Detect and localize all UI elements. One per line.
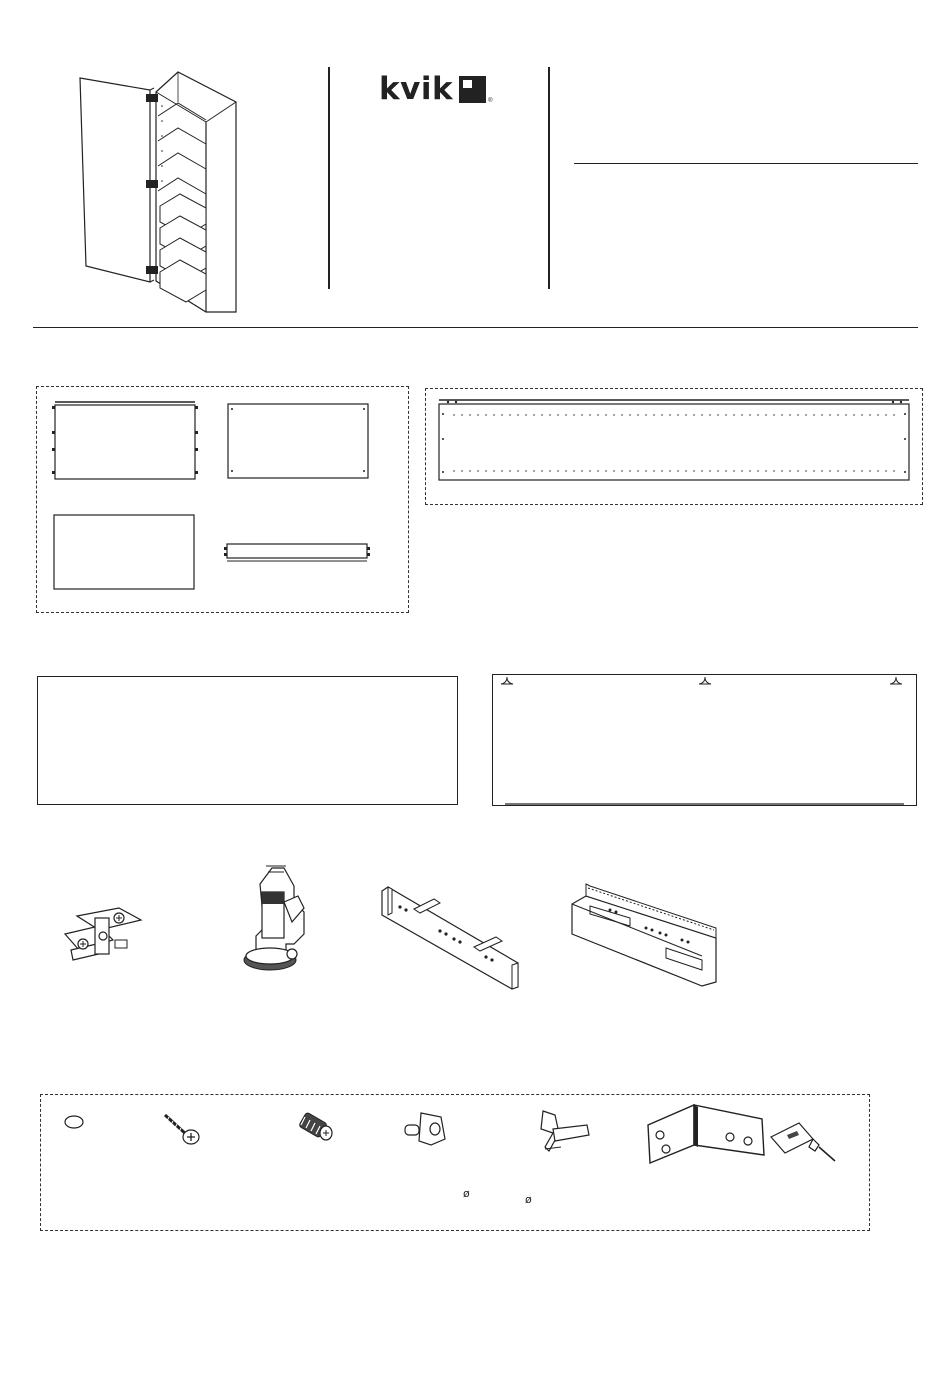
shelf-pin-hole — [653, 470, 654, 471]
fittings-bag — [40, 1094, 870, 1231]
plinth-rail-drawing — [223, 541, 373, 565]
section-divider — [33, 327, 918, 328]
shelf-pin-hole — [469, 414, 470, 415]
shelf-pin-hole — [693, 470, 694, 471]
shelf-pin-hole — [453, 414, 454, 415]
shelf-pin-hole — [597, 414, 598, 415]
shelf-pin-hole — [741, 414, 742, 415]
shelf-pin-hole — [629, 470, 630, 471]
shelf-pin-hole — [853, 470, 854, 471]
shelf-pin-hole — [573, 414, 574, 415]
euro-screw-icon — [297, 1111, 337, 1145]
shelf-pin-hole — [725, 414, 726, 415]
shelf-pin-hole — [461, 470, 462, 471]
shelf-clip-icon — [533, 1107, 593, 1157]
shelf-pin-hole — [757, 414, 758, 415]
shelf-pin-hole — [469, 470, 470, 471]
diameter-symbol-2: ø — [525, 1193, 532, 1206]
logo-square-icon — [459, 76, 486, 103]
top-panel-drawing — [227, 401, 372, 481]
shelf-pin-hole — [621, 470, 622, 471]
shelf-pin-hole — [461, 414, 462, 415]
tall-cabinet-illustration — [78, 66, 248, 316]
shelf-pin-hole — [509, 414, 510, 415]
shelf-pin-hole — [477, 470, 478, 471]
shelf-pin-hole — [821, 470, 822, 471]
glue-tube-icon — [769, 1119, 841, 1165]
bottom-panel-drawing — [53, 514, 198, 592]
shelf-pin-hole — [645, 414, 646, 415]
shelf-pin-hole — [797, 470, 798, 471]
shelf-pin-hole — [669, 470, 670, 471]
shelf-pin-hole — [589, 414, 590, 415]
shelf-pin-hole — [693, 414, 694, 415]
shelf-pin-hole — [797, 414, 798, 415]
shelf-pin-hole — [637, 414, 638, 415]
drawer-runner-icon — [378, 885, 526, 990]
shelf-pin-hole — [661, 470, 662, 471]
shelf-pin-hole — [501, 470, 502, 471]
shelf-pin-hole — [773, 414, 774, 415]
shelf-pin-hole — [845, 470, 846, 471]
shelf-pin-hole — [877, 414, 878, 415]
shelf-pin-hole — [829, 414, 830, 415]
shelf-pin-hole — [749, 470, 750, 471]
shelf-pin-hole — [853, 414, 854, 415]
shelf-pin-hole — [653, 414, 654, 415]
shelf-pin-hole — [549, 470, 550, 471]
shelf-pin-hole — [485, 414, 486, 415]
shelf-pin-hole — [781, 414, 782, 415]
shelf-pin-hole — [837, 414, 838, 415]
shelf-pin-hole — [781, 470, 782, 471]
shelf-pin-hole — [525, 414, 526, 415]
shelf-pin-hole — [453, 470, 454, 471]
shelf-pin-hole — [773, 470, 774, 471]
shelf-pin-hole — [789, 470, 790, 471]
hinge-mounting-plate-icon — [55, 898, 145, 968]
shelf-pin-hole — [669, 414, 670, 415]
shelf-pin-hole — [845, 414, 846, 415]
shelf-pin-hole — [533, 414, 534, 415]
shelf-pin-hole — [893, 414, 894, 415]
shelf-pin-hole — [517, 470, 518, 471]
shelf-pin-hole — [661, 414, 662, 415]
shelf-pin-hole — [701, 414, 702, 415]
long-side-panel-drawing — [438, 399, 910, 484]
shelf-pin-hole — [701, 470, 702, 471]
logo-wordmark: kvik — [379, 71, 454, 107]
shelf-pin-hole — [893, 470, 894, 471]
shelf-pin-hole — [613, 470, 614, 471]
shelf-pin-hole — [837, 470, 838, 471]
shelf-pin-hole — [677, 470, 678, 471]
shelf-pin-hole — [541, 470, 542, 471]
shelf-pin-hole — [605, 414, 606, 415]
shelf-pin-hole — [645, 470, 646, 471]
shelf-pin-hole — [709, 470, 710, 471]
shelf-pin-hole — [861, 470, 862, 471]
shelf-pin-hole — [637, 470, 638, 471]
shelf-pin-hole — [813, 414, 814, 415]
shelf-pin-hole — [565, 470, 566, 471]
shelf-pin-hole — [629, 414, 630, 415]
shelf-support-icon — [403, 1107, 453, 1153]
shelf-pin-hole — [581, 414, 582, 415]
shelf-pin-hole — [581, 470, 582, 471]
shelf-pin-hole — [733, 470, 734, 471]
concealed-hinge-icon — [238, 862, 318, 974]
side-panel-drawing — [51, 401, 211, 481]
shelf-pin-hole — [621, 414, 622, 415]
shelf-pin-hole — [821, 414, 822, 415]
shelf-pin-hole — [877, 470, 878, 471]
logo-registered-mark: ® — [488, 98, 493, 104]
shelf-pin-hole — [733, 414, 734, 415]
shelf-pin-hole — [829, 470, 830, 471]
kvik-logo — [379, 71, 493, 107]
shelf-pin-hole — [765, 470, 766, 471]
drawer-runner-long-icon — [570, 882, 720, 987]
small-panels-group — [36, 386, 409, 613]
shelf-pin-hole — [741, 470, 742, 471]
shelf-pin-hole — [501, 414, 502, 415]
shelf-pin-hole — [477, 414, 478, 415]
shelf-pin-hole — [717, 414, 718, 415]
shelf-pin-hole — [717, 470, 718, 471]
shelf-pin-hole — [597, 470, 598, 471]
angle-bracket-icon — [646, 1103, 768, 1165]
shelf-pin-hole — [861, 414, 862, 415]
shelf-pin-hole — [533, 470, 534, 471]
shelf-pin-hole — [805, 470, 806, 471]
shelf-pin-hole — [869, 414, 870, 415]
shelf-pin-hole — [765, 414, 766, 415]
shelf-pin-hole — [557, 414, 558, 415]
shelf-pin-hole — [869, 470, 870, 471]
wood-screw-icon — [163, 1113, 205, 1147]
shelf-pin-hole — [557, 470, 558, 471]
shelf-pin-hole — [789, 414, 790, 415]
back-panel-drawing — [37, 676, 458, 805]
shelf-pin-hole — [757, 470, 758, 471]
shelf-pin-hole — [885, 470, 886, 471]
shelf-pin-hole — [749, 414, 750, 415]
diameter-symbol-1: ø — [463, 1187, 470, 1200]
header-divider-left — [328, 67, 330, 289]
shelf-pin-hole — [725, 470, 726, 471]
shelf-pin-hole — [517, 414, 518, 415]
header-underline — [574, 163, 918, 164]
shelf-pin-hole — [485, 470, 486, 471]
shelf-pin-hole — [589, 470, 590, 471]
shelf-pin-hole — [613, 414, 614, 415]
header-divider-right — [548, 67, 550, 289]
shelf-pin-hole — [813, 470, 814, 471]
shelf-pin-hole — [885, 414, 886, 415]
shelf-pin-hole — [605, 470, 606, 471]
door-panel-details — [493, 675, 918, 807]
shelf-pin-hole — [525, 470, 526, 471]
shelf-pin-hole — [549, 414, 550, 415]
shelf-pin-hole — [685, 414, 686, 415]
shelf-pin-hole — [573, 470, 574, 471]
shelf-pin-hole — [565, 414, 566, 415]
shelf-pin-hole — [685, 470, 686, 471]
side-panels-group — [425, 388, 923, 505]
door-panel — [492, 674, 917, 806]
shelf-pin-hole — [677, 414, 678, 415]
shelf-pin-hole — [805, 414, 806, 415]
shelf-pin-hole — [493, 470, 494, 471]
shelf-pin-hole — [709, 414, 710, 415]
cover-cap-icon — [63, 1115, 87, 1131]
shelf-pin-hole — [541, 414, 542, 415]
shelf-pin-hole — [509, 470, 510, 471]
shelf-pin-hole — [493, 414, 494, 415]
